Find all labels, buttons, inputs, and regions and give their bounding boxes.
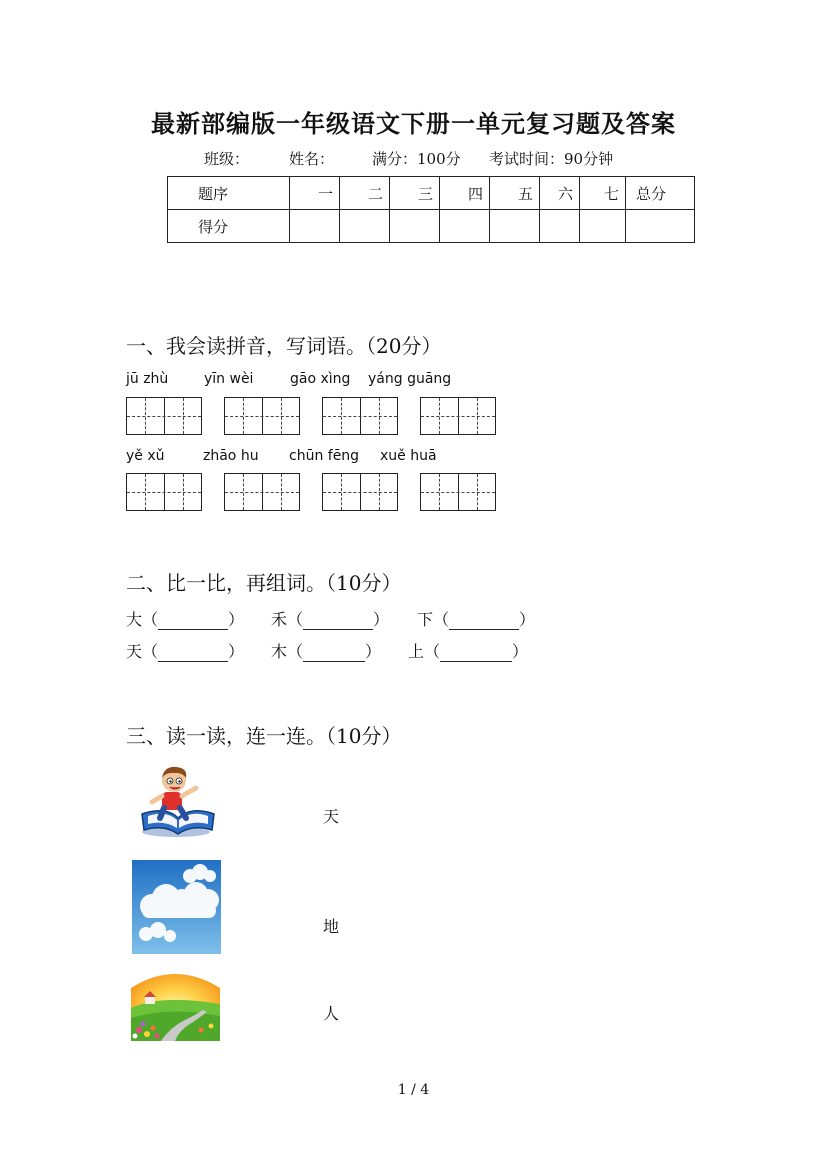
pinyin-3: gāo xìng [290,371,351,387]
page-number: 1 / 4 [397,1082,430,1098]
score-cell[interactable] [290,210,340,243]
score-cell[interactable] [390,210,440,243]
score-cell[interactable] [540,210,580,243]
col-6: 六 [540,177,580,210]
match-word-person: 人 [323,1004,340,1023]
writing-grid[interactable] [420,397,496,435]
answer-blank[interactable] [440,645,512,662]
pinyin-4: yáng guāng [368,371,452,387]
word-item [417,607,535,630]
writing-grid[interactable] [224,473,300,511]
meadow-sunrise-picture [131,968,220,1041]
answer-blank[interactable] [303,613,373,630]
score-cell[interactable] [490,210,540,243]
score-cell[interactable] [440,210,490,243]
pinyin-2: yīn wèi [204,371,254,387]
close-paren: ） [228,642,245,661]
close-paren: ） [228,610,245,629]
close-paren: ） [519,610,536,629]
score-table-header-row [168,177,695,210]
word-char: 禾（ [271,610,304,629]
col-7: 七 [580,177,626,210]
pinyin-1: jū zhù [126,371,169,387]
col-total: 总分 [626,177,695,210]
sky-clouds-picture [132,860,221,954]
score-table-score-row [168,210,695,243]
word-item [126,639,244,662]
col-3: 三 [390,177,440,210]
col-4: 四 [440,177,490,210]
word-char: 上（ [408,642,441,661]
writing-grid[interactable] [420,473,496,511]
close-paren: ） [373,610,390,629]
answer-blank[interactable] [449,613,519,630]
word-char: 天（ [126,642,159,661]
close-paren: ） [365,642,382,661]
writing-grid[interactable] [322,397,398,435]
writing-grid[interactable] [126,397,202,435]
section-1-heading: 一、我会读拼音，写词语。（20分） [126,334,442,358]
pinyin-6: zhāo hu [203,448,259,464]
score-cell[interactable] [626,210,695,243]
page-title: 最新部编版一年级语文下册一单元复习题及答案 [151,109,676,138]
col-2: 二 [340,177,390,210]
boy-on-book-picture [136,762,218,840]
col-5: 五 [490,177,540,210]
pinyin-5: yě xǔ [126,448,165,464]
writing-grid[interactable] [322,473,398,511]
score-label: 得分 [168,210,290,243]
close-paren: ） [512,642,529,661]
col-1: 一 [290,177,340,210]
writing-grid[interactable] [126,473,202,511]
match-word-earth: 地 [323,917,340,936]
writing-grid[interactable] [224,397,300,435]
word-item [271,639,381,662]
pinyin-7: chūn fēng [289,448,360,464]
question-order-label: 题序 [168,177,290,210]
match-word-sky: 天 [323,807,340,826]
pinyin-8: xuě huā [380,448,437,464]
section-2-heading: 二、比一比，再组词。（10分） [126,571,402,595]
word-item [408,639,528,662]
class-label: 班级： [204,150,250,168]
word-char: 下（ [417,610,450,629]
exam-time-text: 考试时间：90分钟 [489,150,614,168]
score-cell[interactable] [580,210,626,243]
word-char: 大（ [126,610,159,629]
section-3-heading: 三、读一读，连一连。（10分） [126,724,402,748]
word-char: 木（ [271,642,304,661]
answer-blank[interactable] [303,645,365,662]
full-score-text: 满分：100分 [372,150,461,168]
score-cell[interactable] [340,210,390,243]
answer-blank[interactable] [158,613,228,630]
score-table [167,176,695,243]
answer-blank[interactable] [158,645,228,662]
word-item [126,607,244,630]
word-item [271,607,389,630]
name-label: 姓名： [289,150,335,168]
